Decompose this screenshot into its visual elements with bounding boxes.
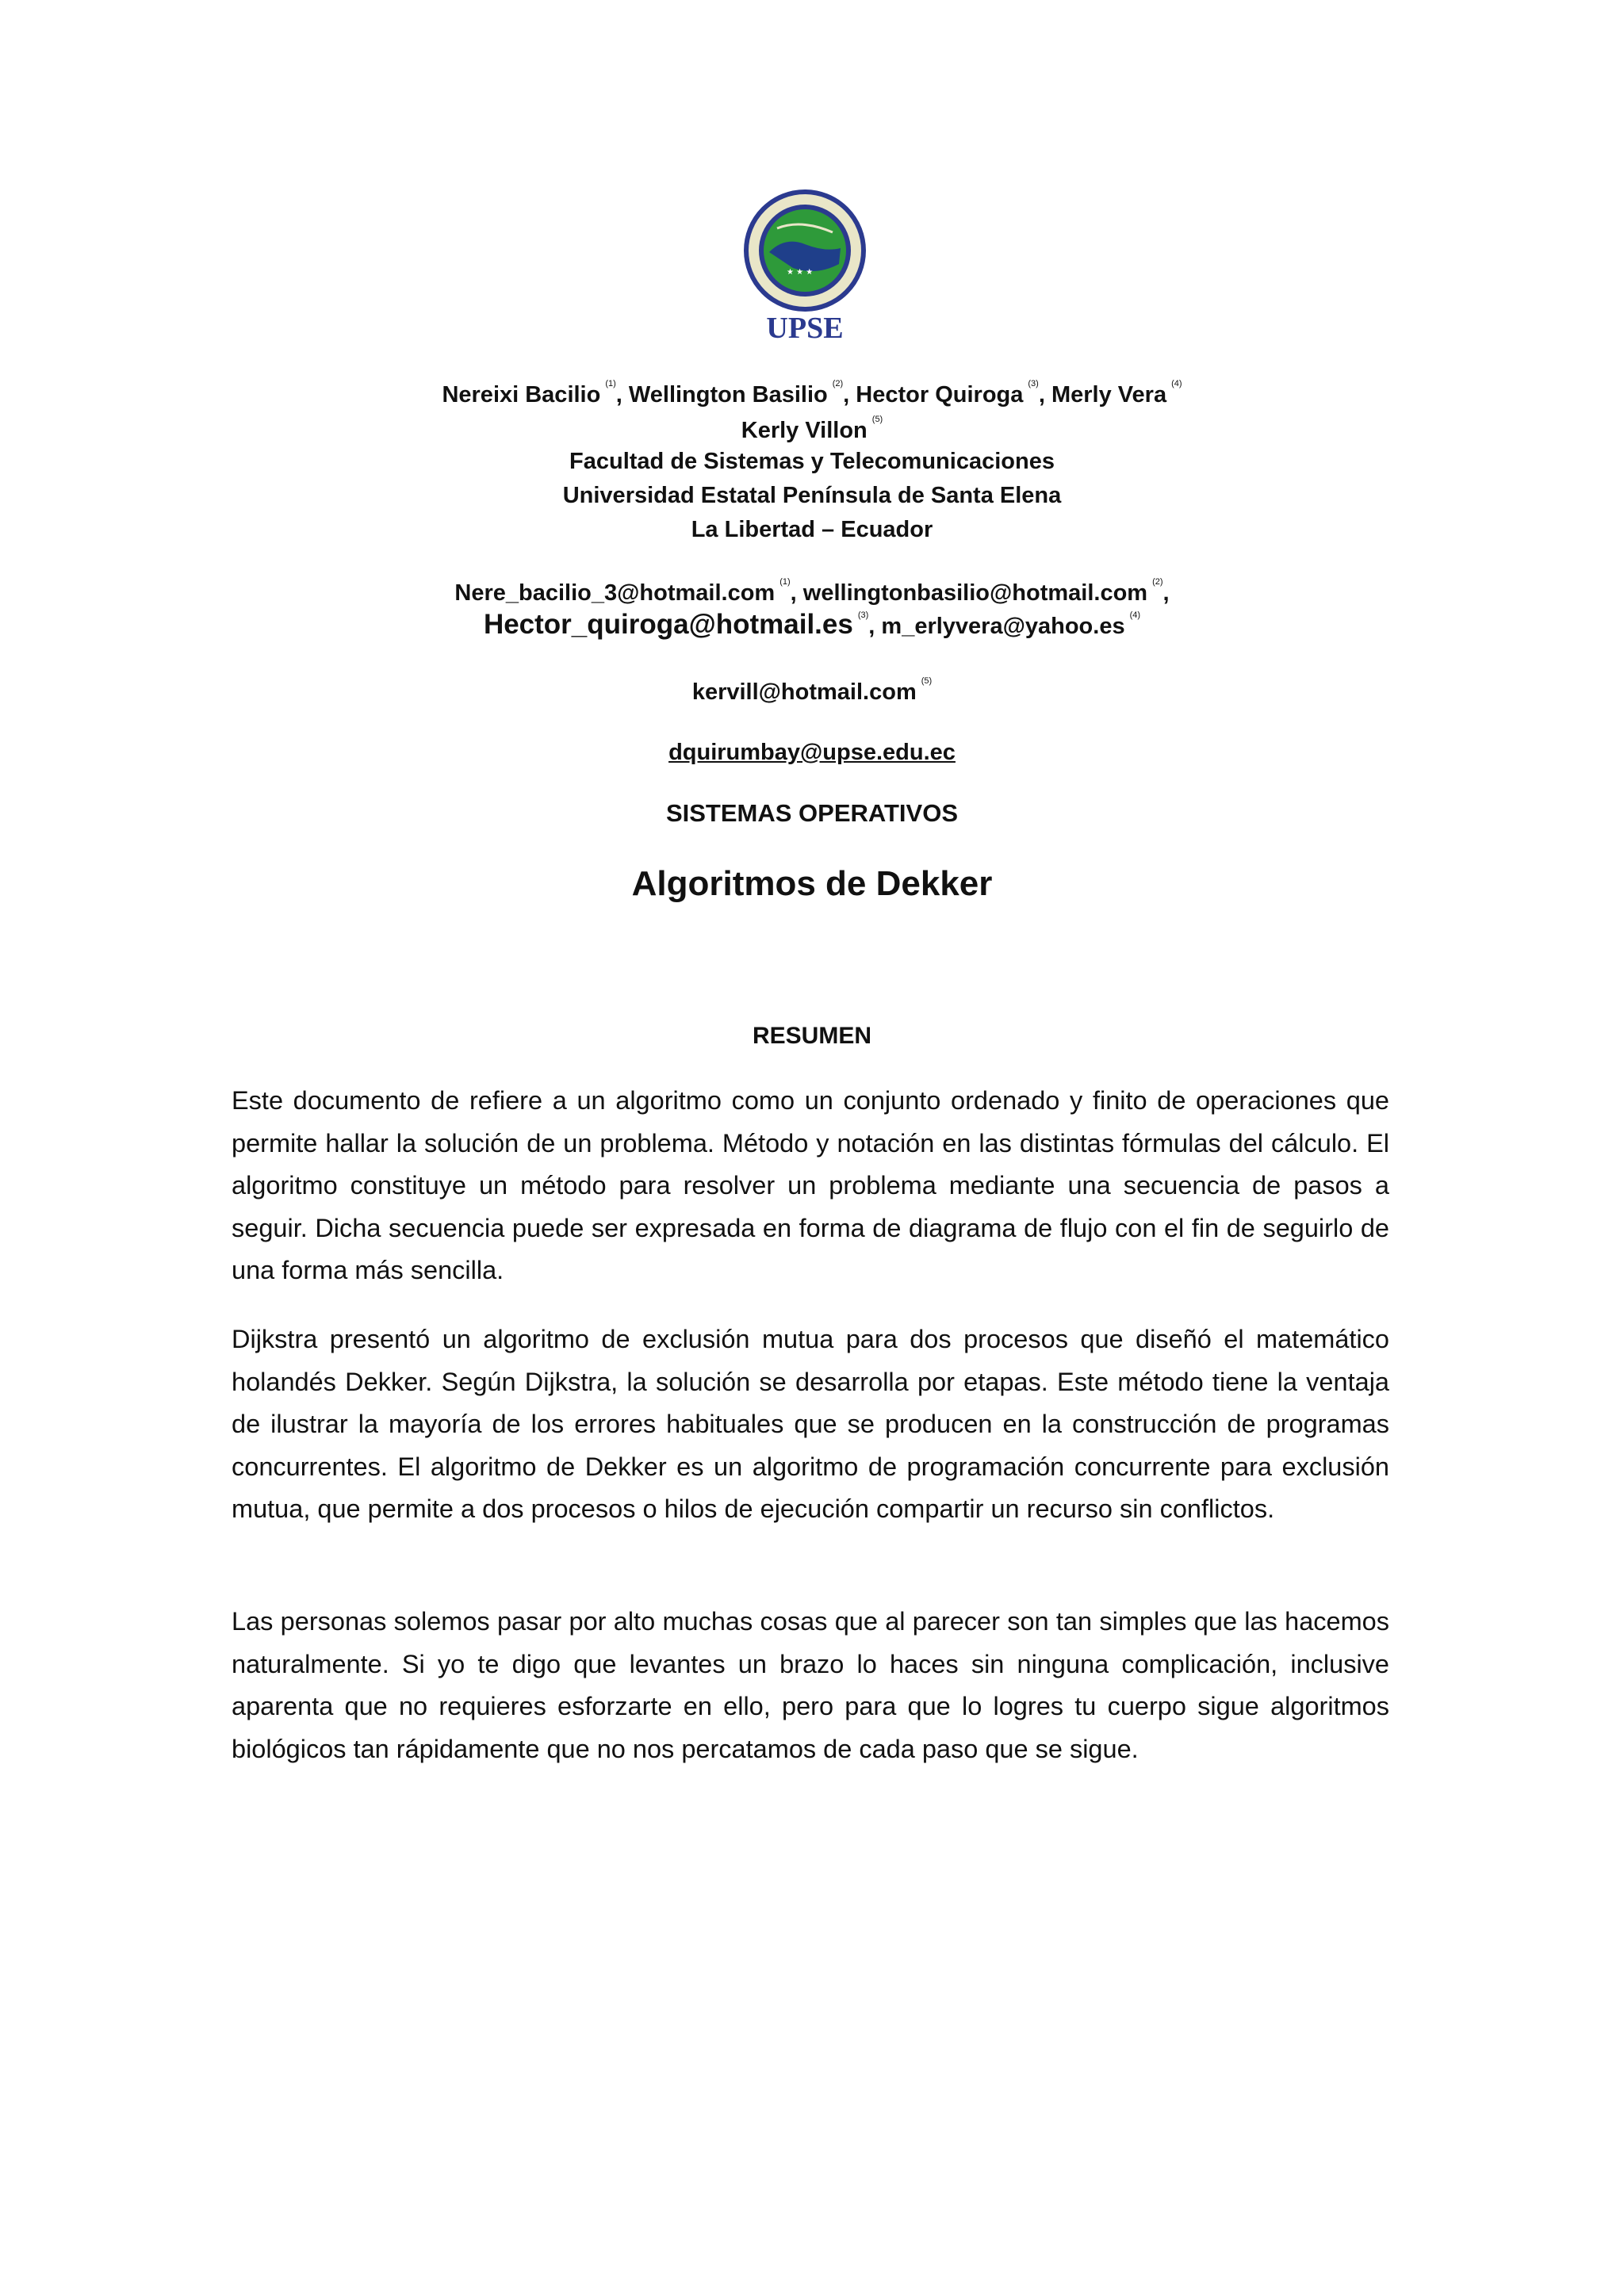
- email-link[interactable]: m_erlyvera@yahoo.es: [881, 614, 1125, 639]
- author-name: Kerly Villon: [741, 418, 868, 443]
- abstract-paragraph: Dijkstra presentó un algoritmo de exclusión mutua para dos procesos que diseñó el matemático holandés Dekker. Según Dijkstra, la solución se desarrolla por etapas. Este método tiene la ventaja de ilustrar la mayoría de los errores habituales que se producen en la construcción de programas concurrentes. El algoritmo de Dekker es un algoritmo de programación concurrente para exclusión mutua, que permite a dos procesos o hilos de ejecución compartir un recurso sin conflictos.: [232, 1325, 1389, 1523]
- email-ref: (5): [921, 676, 933, 686]
- author-ref: (1): [605, 379, 616, 388]
- emails-line-3: [0, 676, 1624, 706]
- email-ref: (4): [1129, 610, 1141, 620]
- subject-heading: SISTEMAS OPERATIVOS: [665, 799, 959, 827]
- author-name: Merly Vera: [1051, 382, 1167, 408]
- author-name: Wellington Basilio: [628, 382, 828, 408]
- emails-line-2: Hector_quiroga@hotmail.es $^{(3)}$, m_erlyvera@yahoo.es $^{(4)}$: [483, 609, 1141, 640]
- email-link[interactable]: Nere_bacilio_3@hotmail.com: [454, 580, 776, 606]
- abstract-paragraph: Las personas solemos pasar por alto muchas cosas que al parecer son tan simples que las hacemos naturalmente. Si yo te digo que levantes un brazo lo haces sin ninguna complicación, inclusive aparenta que no requieres esforzarte en ello, pero para que lo logres tu cuerpo sigue algoritmos biológicos tan rápidamente que no nos percatamos de cada paso que se sigue.: [232, 1607, 1389, 1763]
- svg-text:★ ★ ★: ★ ★ ★: [787, 268, 814, 277]
- author-name: Hector Quiroga: [856, 382, 1024, 408]
- emails-line-1: Nere_bacilio_3@hotmail.com $^{(1)}$, wellingtonbasilio@hotmail.com $^{(2)}$,: [454, 577, 1170, 606]
- abstract-heading: RESUMEN: [752, 1023, 871, 1049]
- university: Universidad Estatal Península de Santa Elena: [562, 483, 1062, 508]
- email-ref: (1): [779, 577, 791, 587]
- faculty: Facultad de Sistemas y Telecomunicaciones: [569, 449, 1055, 474]
- author-ref: (4): [1171, 379, 1182, 388]
- author-ref: (3): [1028, 379, 1039, 388]
- authors-line: Nereixi Bacilio $^{(1)}$, Wellington Basilio $^{(2)}$, Hector Quiroga $^{(3)}$, Merly Vera $^{(4)}$: [442, 379, 1182, 408]
- email-link[interactable]: Hector_quiroga@hotmail.es: [483, 609, 853, 640]
- email-ref: (2): [1152, 577, 1163, 587]
- contact-email-link[interactable]: dquirumbay@upse.edu.ec: [668, 740, 956, 765]
- paper-title: Algoritmos de Dekker: [631, 864, 993, 903]
- email-link[interactable]: kervill@hotmail.com: [691, 679, 917, 705]
- author-line-2: [0, 415, 1624, 444]
- author-ref: (5): [871, 415, 883, 424]
- abstract-paragraph: Este documento de refiere a un algoritmo como un conjunto ordenado y finito de operaciones que permite hallar la solución de un problema. Método y notación en las distintas fórmulas del cálculo. El algoritmo constituye un método para resolver un problema mediante una secuencia de pasos a seguir. Dicha secuencia puede ser expresada en forma de diagrama de flujo con el fin de seguirlo de una forma más sencilla.: [232, 1086, 1389, 1284]
- upse-logo: [737, 189, 872, 347]
- email-link[interactable]: wellingtonbasilio@hotmail.com: [802, 580, 1148, 606]
- author-ref: (2): [832, 379, 844, 388]
- email-ref: (3): [857, 610, 869, 620]
- author-name: Nereixi Bacilio: [442, 382, 601, 408]
- logo-text: UPSE: [766, 312, 844, 345]
- location: La Libertad – Ecuador: [691, 517, 933, 542]
